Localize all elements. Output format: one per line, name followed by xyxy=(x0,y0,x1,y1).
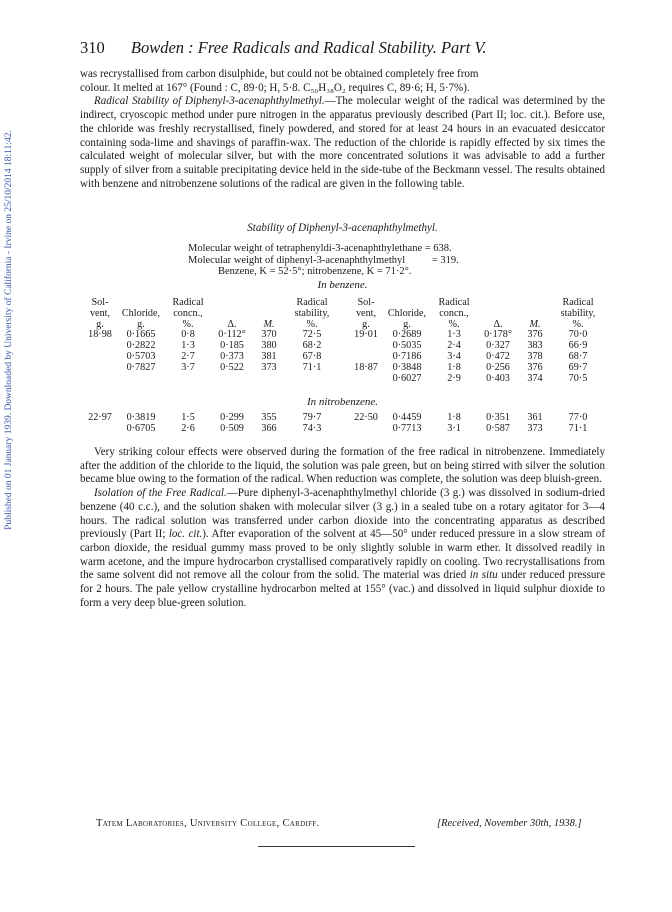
paragraph-isolation xyxy=(80,487,605,610)
th-concn: Radical concn., %. xyxy=(172,297,204,330)
th-delta: Δ. xyxy=(227,318,237,330)
cell-concn: 2·9 xyxy=(447,372,461,384)
cell-chloride: 0·7827 xyxy=(126,361,156,373)
cell-solvent xyxy=(84,352,116,363)
cell-concn: 2·7 xyxy=(181,350,195,362)
cell-stability: 71·1 xyxy=(302,361,322,373)
table-row xyxy=(84,330,340,341)
cell-delta: 0·587 xyxy=(486,422,510,434)
running-title: Bowden : Free Radicals and Radical Stability. Part V. xyxy=(130,38,487,57)
cell-solvent: 22·97 xyxy=(88,412,112,423)
cell-m: 376 xyxy=(527,329,543,341)
end-rule xyxy=(258,846,415,847)
cell-m: 374 xyxy=(527,372,543,384)
table-nitro-left xyxy=(84,413,340,435)
table-row xyxy=(84,363,340,374)
cell-stability: 79·7 xyxy=(302,412,322,423)
paragraph-stability xyxy=(80,95,605,191)
page-number: 310 xyxy=(80,38,105,57)
cell-delta: 0·299 xyxy=(220,412,244,423)
th-stability: Radical stability, %. xyxy=(294,297,330,330)
nitro-left-rows xyxy=(84,413,340,435)
cell-solvent: 22·50 xyxy=(354,412,378,423)
cell-delta: 0·327 xyxy=(486,340,510,352)
cell-chloride: 0·3848 xyxy=(392,361,422,373)
stability-body: —The molecular weight of the radical was determined by the indirect, cryoscopic method under pure nitrogen in the apparatus previously described (Part II; loc. cit.). Before use, the chloride was freshly recrystallised, finely powdered, and stored for at least 24 hours in an evacuated desiccator containing soda-lime and shavings of paraffin-wax. The reduction of the chloride is rapidly effected by six times the calculated weight of molecular silver, but with the more concentrated solutions it was advisable to add a further supply of silver from a suitable precipitating device held in the side-tube of the Beckmann vessel. The results obtained with benzene and nitrobenzene solutions of the radical are given in the following table. xyxy=(80,95,605,190)
isolation-body-c: under reduced pressure for 2 hours. The pale yellow crystalline hydrocarbon melted at 155° (vac.) and dissolved in liquid sulphur dioxide to form a very deep blue-green solution. xyxy=(80,569,605,609)
th-concn: Radical concn., %. xyxy=(438,297,470,330)
table-nitro-right xyxy=(350,413,606,435)
cell-stability: 67·8 xyxy=(302,350,322,362)
cell-chloride: 0·4459 xyxy=(392,412,422,423)
cell-delta: 0·509 xyxy=(220,422,244,434)
mw-line2-label: Molecular weight of diphenyl-3-acenaphthylmethyl xyxy=(188,254,406,266)
table-row xyxy=(84,424,340,435)
cell-chloride: 0·7713 xyxy=(392,422,422,434)
table-title: Stability of Diphenyl-3-acenaphthylmethyl. xyxy=(247,222,438,234)
molecular-weights xyxy=(188,243,528,278)
th-stability: Radical stability, %. xyxy=(560,297,596,330)
table-benzene-left xyxy=(84,298,340,374)
cell-m: 361 xyxy=(527,412,543,423)
th-chloride: Chloride, g. xyxy=(387,307,427,330)
cell-m: 373 xyxy=(527,422,543,434)
mw-row-3: Benzene, K = 52·5°; nitrobenzene, K = 71·2°. xyxy=(218,266,412,278)
section-nitrobenzene-label: In nitrobenzene. xyxy=(306,396,379,408)
cell-m: 378 xyxy=(527,350,543,362)
table-row xyxy=(350,413,606,424)
table-row xyxy=(350,374,606,385)
cell-chloride: 0·2822 xyxy=(126,340,156,352)
stability-heading: Radical Stability of Diphenyl-3-acenaphthylmethyl. xyxy=(94,95,325,108)
mw-line1-value: = 638. xyxy=(424,243,452,254)
table-header-row xyxy=(350,298,606,330)
isolation-loc-cit: loc. cit. xyxy=(168,528,203,541)
nitro-right-rows xyxy=(350,413,606,435)
cell-solvent xyxy=(350,341,382,352)
cell-m: 381 xyxy=(261,350,277,362)
cell-stability: 74·3 xyxy=(302,422,322,434)
cell-chloride: 0·5703 xyxy=(126,350,156,362)
cell-concn: 3·4 xyxy=(447,350,461,362)
cell-stability: 68·7 xyxy=(568,350,588,362)
cell-delta: 0·256 xyxy=(486,361,510,373)
cell-m: 376 xyxy=(527,361,543,373)
cell-concn: 1·8 xyxy=(447,361,461,373)
cell-stability: 70·0 xyxy=(568,329,588,341)
table-row xyxy=(350,341,606,352)
isolation-body-a: —Pure diphenyl-3-acenaphthylmethyl chloride (3 g.) was dissolved in sodium-dried benzene (40 c.c.), and the solution shaken with molecular silver (3 g.) in a sealed tube on a rotary agitator for 3—4 hours. The radical solution was transferred under carbon dioxide into the concentrating apparatus as described previously (Part II; xyxy=(80,487,605,541)
table-header-row xyxy=(84,298,340,330)
laboratory-address: Tatem Laboratories, University College, Cardiff. xyxy=(96,818,320,829)
cell-chloride: 0·6705 xyxy=(126,422,156,434)
cell-stability: 71·1 xyxy=(568,422,588,434)
page-header xyxy=(80,38,600,58)
intro-line-1: was recrystallised from carbon disulphide, but could not be obtained completely free from xyxy=(80,68,479,80)
paragraph-colour: Very striking colour effects were observed during the formation of the free radical in nitrobenzene. Immediately after the addition of the chloride to the liquid, the solution was pale green, but on being stirred with silver the solution became blue owing to the formation of the radical. When reduction was complete, the solution was deep bluish-green. xyxy=(80,446,605,486)
cell-solvent xyxy=(350,424,382,435)
cell-solvent: 19·01 xyxy=(354,329,378,341)
isolation-in-situ: in situ xyxy=(469,569,498,582)
cell-delta: 0·178° xyxy=(484,329,512,341)
mw-row-1 xyxy=(188,243,528,255)
cell-solvent xyxy=(84,363,116,374)
table-row xyxy=(350,363,606,374)
th-solvent: Sol- vent, g. xyxy=(355,297,377,330)
table-row xyxy=(84,341,340,352)
cell-solvent: 18·87 xyxy=(354,361,378,373)
cell-concn: 1·3 xyxy=(447,329,461,341)
cell-delta: 0·522 xyxy=(220,361,244,373)
cell-delta: 0·373 xyxy=(220,350,244,362)
cell-solvent xyxy=(350,374,382,385)
cell-m: 373 xyxy=(261,361,277,373)
table-row xyxy=(350,330,606,341)
cell-chloride: 0·5035 xyxy=(392,340,422,352)
th-delta: Δ. xyxy=(493,318,503,330)
th-solvent: Sol- vent, g. xyxy=(89,297,111,330)
cell-stability: 72·5 xyxy=(302,329,322,341)
cell-delta: 0·112° xyxy=(218,329,246,341)
cell-stability: 70·5 xyxy=(568,372,588,384)
body-after-table xyxy=(80,446,605,610)
cell-stability: 68·2 xyxy=(302,340,322,352)
publication-notice-text: Published on 01 January 1939. Downloaded by University of California - Irvine on 25/10/2014 18:11:42. xyxy=(4,130,14,530)
th-m: M. xyxy=(529,318,541,330)
cell-chloride: 0·7186 xyxy=(392,350,422,362)
isolation-heading: Isolation of the Free Radical. xyxy=(94,487,227,500)
cell-chloride: 0·2689 xyxy=(392,329,422,341)
table-benzene-right xyxy=(350,298,606,384)
cell-chloride: 0·3819 xyxy=(126,412,156,423)
mw-row-2 xyxy=(188,255,528,267)
th-chloride: Chloride, g. xyxy=(121,307,161,330)
section-benzene-label: In benzene. xyxy=(317,279,368,291)
mw-line2-value: = 319. xyxy=(431,254,459,266)
cell-concn: 3·1 xyxy=(447,422,461,434)
publication-notice xyxy=(2,60,16,600)
cell-stability: 66·9 xyxy=(568,340,588,352)
isolation-body-b: ). After evaporation of the solvent at 45—50° under reduced pressure in a slow stream of carbon dioxide, the residual gummy mass proved to be only slightly soluble in warm ether. It dissolved readily in warm acetone, and the impure hydrocarbon crystallised comparatively rapidly on cooling. Two recrystallisations from the same solvent did not remove all the colour from the solid. The material was dried xyxy=(80,528,605,582)
table-row xyxy=(350,424,606,435)
cell-concn: 0·8 xyxy=(181,329,195,341)
intro-block xyxy=(80,68,605,191)
received-date: [Received, November 30th, 1938.] xyxy=(437,818,582,829)
cell-m: 380 xyxy=(261,340,277,352)
cell-delta: 0·472 xyxy=(486,350,510,362)
cell-chloride: 0·1665 xyxy=(126,329,156,341)
cell-concn: 1·5 xyxy=(181,412,195,423)
cell-stability: 69·7 xyxy=(568,361,588,373)
table-row xyxy=(350,352,606,363)
cell-m: 383 xyxy=(527,340,543,352)
benzene-right-rows xyxy=(350,330,606,384)
table-row xyxy=(84,413,340,424)
cell-concn: 3·7 xyxy=(181,361,195,373)
benzene-left-rows xyxy=(84,330,340,373)
cell-concn: 2·6 xyxy=(181,422,195,434)
intro-line-2: colour. It melted at 167° (Found : C, 89·0; H, 5·8. C₅₀H₃₈O₂ requires C, 89·6; H, 5·7%). xyxy=(80,81,470,94)
cell-solvent xyxy=(84,424,116,435)
cell-concn: 1·8 xyxy=(447,412,461,423)
cell-solvent xyxy=(84,341,116,352)
cell-delta: 0·351 xyxy=(486,412,510,423)
cell-concn: 1·3 xyxy=(181,340,195,352)
th-m: M. xyxy=(263,318,275,330)
cell-m: 370 xyxy=(261,329,277,341)
cell-m: 355 xyxy=(261,412,277,423)
mw-line1-label: Molecular weight of tetraphenyldi-3-acenaphthylethane xyxy=(188,243,423,254)
cell-delta: 0·185 xyxy=(220,340,244,352)
table-row xyxy=(84,352,340,363)
cell-stability: 77·0 xyxy=(568,412,588,423)
cell-m: 366 xyxy=(261,422,277,434)
cell-solvent: 18·98 xyxy=(88,329,112,341)
cell-delta: 0·403 xyxy=(486,372,510,384)
cell-concn: 2·4 xyxy=(447,340,461,352)
cell-chloride: 0·6027 xyxy=(392,372,422,384)
